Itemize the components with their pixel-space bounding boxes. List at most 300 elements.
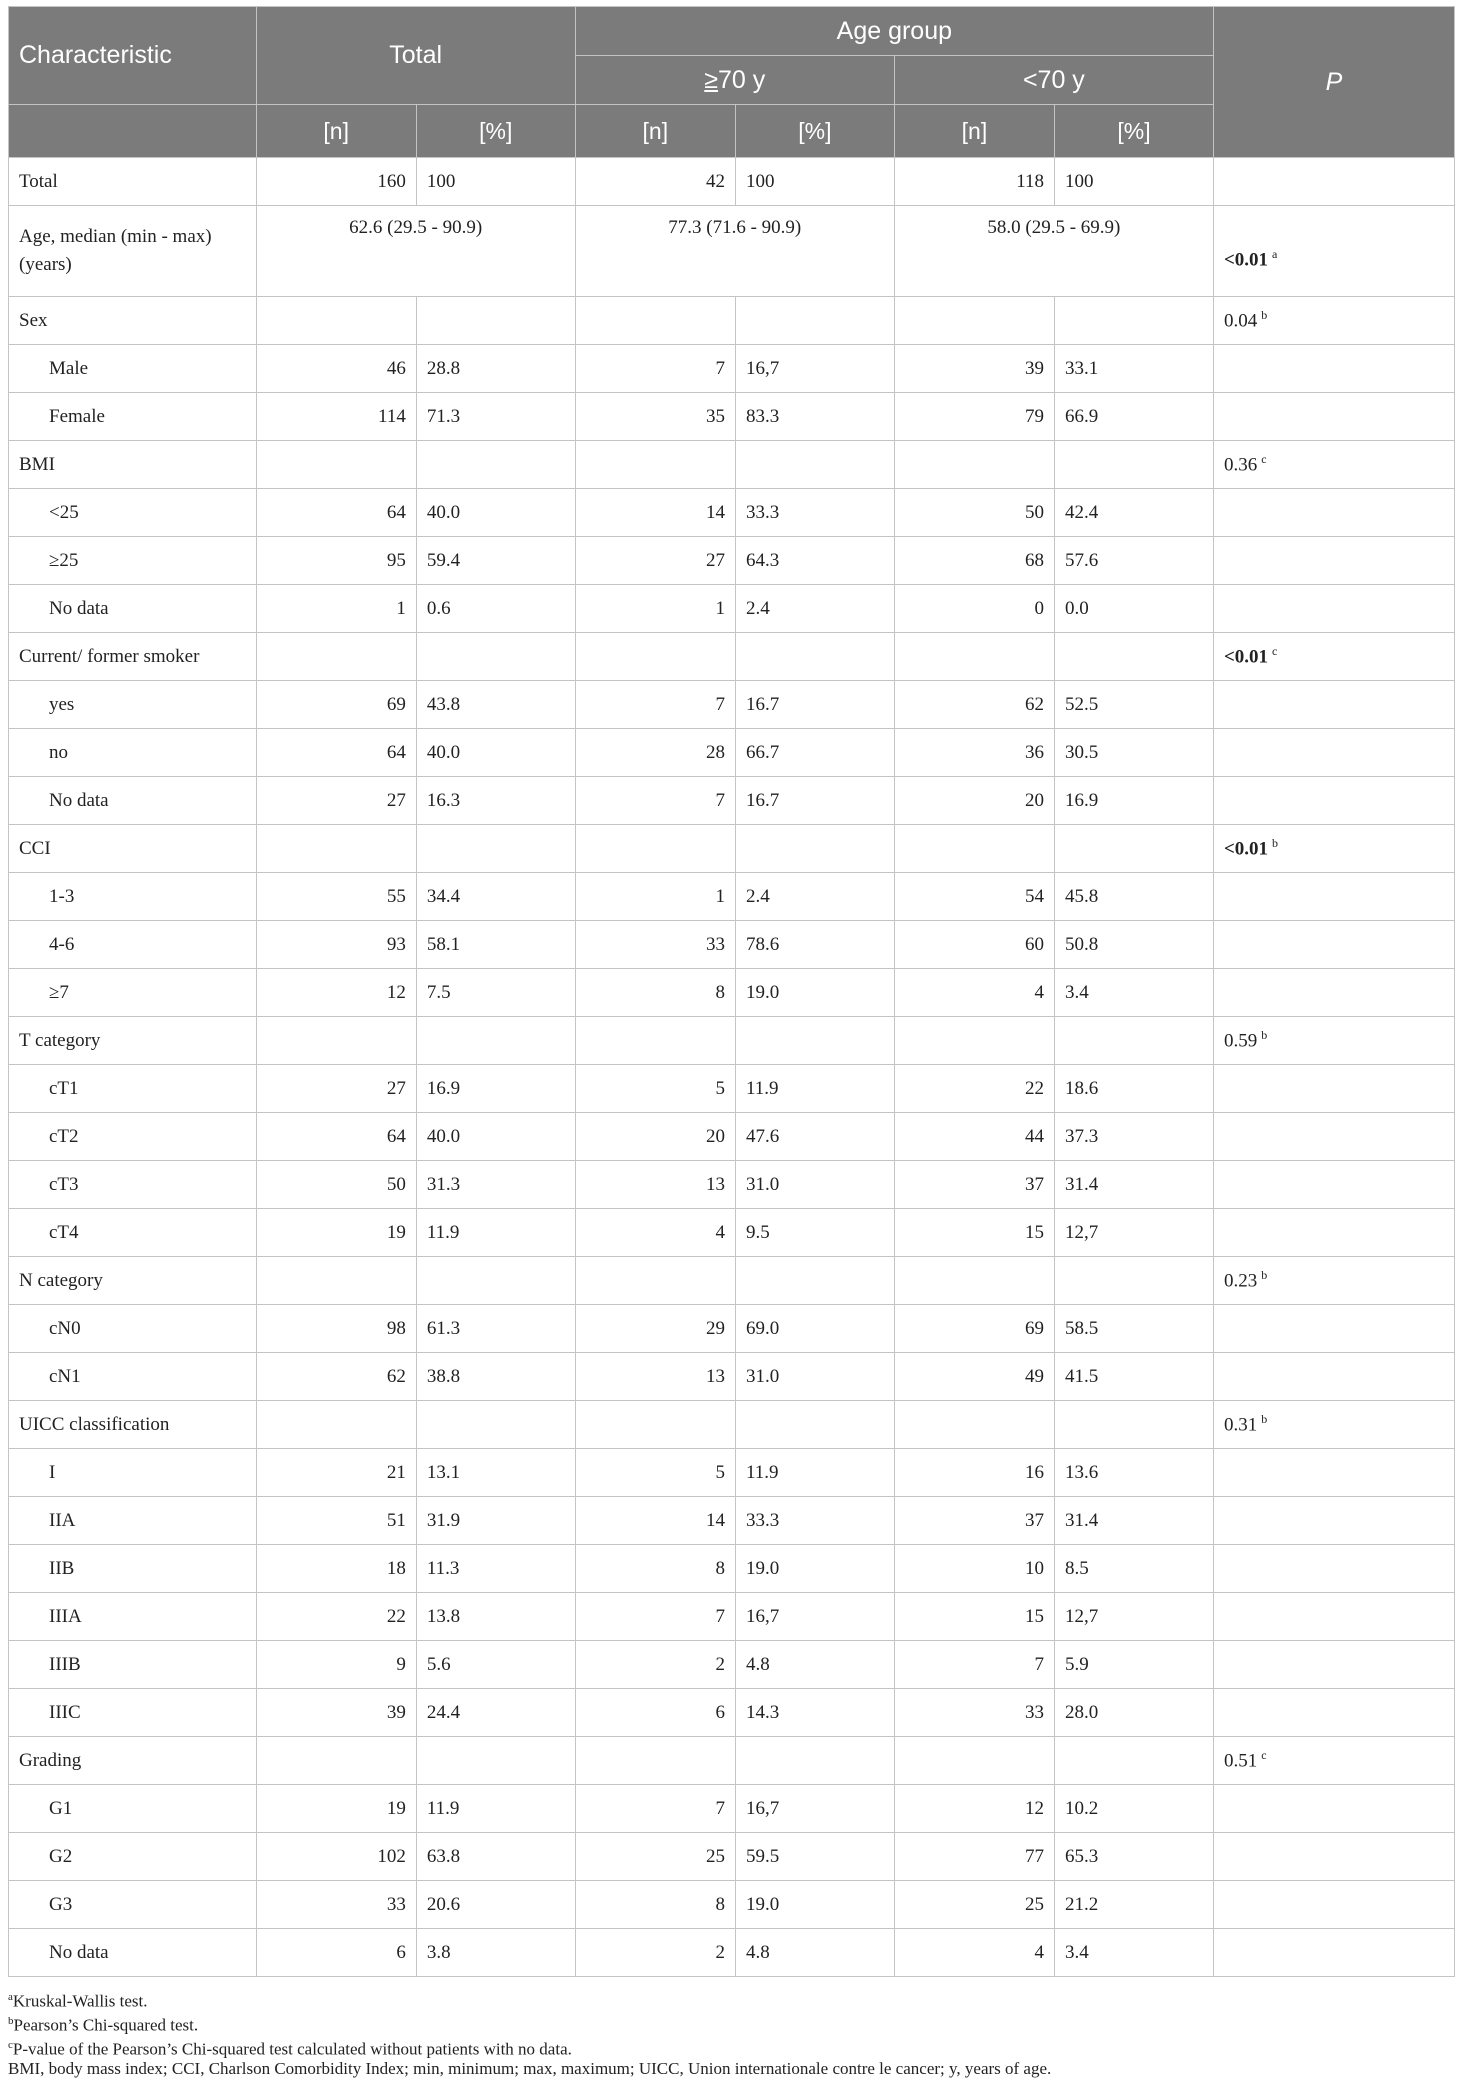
lt70-pct: 50.8	[1055, 921, 1214, 969]
table-row	[9, 1497, 1455, 1545]
total-pct: 0.6	[416, 585, 575, 633]
p-value-cell	[1213, 729, 1454, 777]
total-n	[256, 1401, 416, 1449]
lt70-n	[894, 1257, 1054, 1305]
p-footnote-mark: b	[1261, 1028, 1268, 1043]
total-pct	[416, 441, 575, 489]
lt70-n: 25	[894, 1881, 1054, 1929]
p-value-cell	[1213, 825, 1454, 873]
total-pct: 40.0	[416, 1113, 575, 1161]
table-row	[9, 1881, 1455, 1929]
ge70-n	[575, 1257, 735, 1305]
table-row	[9, 158, 1455, 206]
lt70-pct: 13.6	[1055, 1449, 1214, 1497]
p-value-cell	[1213, 1161, 1454, 1209]
total-pct: 16.9	[416, 1065, 575, 1113]
p-value-cell	[1213, 1353, 1454, 1401]
p-value: <0.01	[1223, 249, 1269, 271]
lt70-n: 44	[894, 1113, 1054, 1161]
p-value-cell	[1213, 969, 1454, 1017]
row-label: yes	[9, 681, 257, 729]
lt70-pct: 28.0	[1055, 1689, 1214, 1737]
lt70-n: 62	[894, 681, 1054, 729]
p-value-cell	[1213, 1113, 1454, 1161]
ge70-pct: 16,7	[735, 1785, 894, 1833]
p-value-cell	[1213, 1689, 1454, 1737]
lt70-pct: 31.4	[1055, 1161, 1214, 1209]
lt70-pct: 42.4	[1055, 489, 1214, 537]
ge70-n: 2	[575, 1641, 735, 1689]
lt70-n: 4	[894, 1929, 1054, 1977]
row-label: Current/ former smoker	[9, 633, 257, 681]
lt70-n: 77	[894, 1833, 1054, 1881]
lt70-n: 4	[894, 969, 1054, 1017]
ge70-n: 8	[575, 1881, 735, 1929]
total-n: 9	[256, 1641, 416, 1689]
ge70-n: 7	[575, 777, 735, 825]
p-value-cell	[1213, 1737, 1454, 1785]
ge70-pct: 100	[735, 158, 894, 206]
lt70-pct: 18.6	[1055, 1065, 1214, 1113]
total-n: 22	[256, 1593, 416, 1641]
p-value-cell	[1213, 1401, 1454, 1449]
ge70-pct	[735, 441, 894, 489]
lt70-n	[894, 441, 1054, 489]
table-row	[9, 1641, 1455, 1689]
lt70-n: 16	[894, 1449, 1054, 1497]
lt70-n: 69	[894, 1305, 1054, 1353]
table-row	[9, 1161, 1455, 1209]
ge70-n: 14	[575, 489, 735, 537]
p-value-cell	[1213, 489, 1454, 537]
footnote-mark: b	[8, 2015, 14, 2027]
lt70-n: 36	[894, 729, 1054, 777]
ge70-n: 8	[575, 1545, 735, 1593]
p-footnote-mark: a	[1272, 246, 1278, 261]
row-label: cT3	[9, 1161, 257, 1209]
p-value-cell	[1213, 297, 1454, 345]
lt70-pct: 41.5	[1055, 1353, 1214, 1401]
total-n: 50	[256, 1161, 416, 1209]
ge70-n: 13	[575, 1161, 735, 1209]
lt70-n: 37	[894, 1161, 1054, 1209]
lt70-pct: 12,7	[1055, 1209, 1214, 1257]
table-row	[9, 633, 1455, 681]
ge70-pct: 33.3	[735, 489, 894, 537]
row-label: cT4	[9, 1209, 257, 1257]
total-n: 27	[256, 777, 416, 825]
ge70-n: 1	[575, 585, 735, 633]
lt70-pct	[1055, 441, 1214, 489]
total-n: 64	[256, 1113, 416, 1161]
total-pct: 71.3	[416, 393, 575, 441]
table-row	[9, 297, 1455, 345]
lt70-n: 0	[894, 585, 1054, 633]
ge70-n	[575, 1737, 735, 1785]
header-age-group: Age group	[575, 7, 1213, 56]
table-container	[8, 6, 1455, 2081]
p-value-cell	[1213, 1209, 1454, 1257]
ge70-n: 42	[575, 158, 735, 206]
lt70-n: 54	[894, 873, 1054, 921]
total-pct: 11.9	[416, 1209, 575, 1257]
p-value-cell	[1213, 1065, 1454, 1113]
table-row	[9, 681, 1455, 729]
lt70-pct: 100	[1055, 158, 1214, 206]
footnote	[8, 2033, 1455, 2057]
ge70-n: 28	[575, 729, 735, 777]
total-pct: 16.3	[416, 777, 575, 825]
table-row	[9, 1593, 1455, 1641]
row-label: cT2	[9, 1113, 257, 1161]
p-footnote-mark: b	[1261, 1412, 1268, 1427]
table-row	[9, 729, 1455, 777]
ge70-pct: 16.7	[735, 777, 894, 825]
table-row	[9, 1209, 1455, 1257]
lt70-n: 49	[894, 1353, 1054, 1401]
ge70-n: 35	[575, 393, 735, 441]
row-label: I	[9, 1449, 257, 1497]
lt70-pct	[1055, 297, 1214, 345]
lt70-n: 15	[894, 1209, 1054, 1257]
ge70-pct	[735, 1017, 894, 1065]
footnote-mark: a	[8, 1991, 13, 2003]
lt70-n: 60	[894, 921, 1054, 969]
ge70-pct: 16.7	[735, 681, 894, 729]
row-label: ≥7	[9, 969, 257, 1017]
total-pct: 11.9	[416, 1785, 575, 1833]
lt70-n: 37	[894, 1497, 1054, 1545]
lt70-pct	[1055, 1257, 1214, 1305]
total-pct: 34.4	[416, 873, 575, 921]
header-lt70-n: [n]	[894, 105, 1054, 158]
p-value-cell	[1213, 1929, 1454, 1977]
table-row	[9, 873, 1455, 921]
ge70-n	[575, 441, 735, 489]
ge70-pct: 47.6	[735, 1113, 894, 1161]
total-pct: 100	[416, 158, 575, 206]
row-label: UICC classification	[9, 1401, 257, 1449]
total-pct: 3.8	[416, 1929, 575, 1977]
footnote	[8, 2009, 1455, 2033]
lt70-pct	[1055, 633, 1214, 681]
footnote-mark: c	[8, 2039, 13, 2051]
lt70-pct: 57.6	[1055, 537, 1214, 585]
total-n: 12	[256, 969, 416, 1017]
total-n: 19	[256, 1785, 416, 1833]
table-row	[9, 489, 1455, 537]
p-value-cell	[1213, 158, 1454, 206]
ge70-pct	[735, 1257, 894, 1305]
row-label: T category	[9, 1017, 257, 1065]
total-n: 21	[256, 1449, 416, 1497]
header-ge70-pct: [%]	[735, 105, 894, 158]
total-n: 64	[256, 489, 416, 537]
p-footnote-mark: c	[1261, 1748, 1267, 1763]
lt70-n: 118	[894, 158, 1054, 206]
ge70-pct	[735, 633, 894, 681]
row-label: Grading	[9, 1737, 257, 1785]
p-value: <0.01	[1223, 646, 1269, 668]
row-label: G1	[9, 1785, 257, 1833]
total-pct: 11.3	[416, 1545, 575, 1593]
ge70-n: 7	[575, 1593, 735, 1641]
p-value-cell	[1213, 1017, 1454, 1065]
lt70-n: 10	[894, 1545, 1054, 1593]
p-footnote-mark: b	[1261, 308, 1268, 323]
total-n: 6	[256, 1929, 416, 1977]
row-label: Sex	[9, 297, 257, 345]
total-pct	[416, 1257, 575, 1305]
header-ge70	[575, 56, 894, 105]
row-label: 4-6	[9, 921, 257, 969]
ge70-pct	[735, 1737, 894, 1785]
lt70-pct: 5.9	[1055, 1641, 1214, 1689]
table-row	[9, 1113, 1455, 1161]
total-pct: 7.5	[416, 969, 575, 1017]
row-label: Total	[9, 158, 257, 206]
total-n	[256, 441, 416, 489]
p-value-cell	[1213, 1785, 1454, 1833]
ge70-pct: 69.0	[735, 1305, 894, 1353]
lt70-n: 50	[894, 489, 1054, 537]
lt70-pct: 30.5	[1055, 729, 1214, 777]
total-n: 69	[256, 681, 416, 729]
row-label: ≥25	[9, 537, 257, 585]
lt70-pct: 31.4	[1055, 1497, 1214, 1545]
p-value: 0.36	[1223, 454, 1258, 476]
p-value-cell	[1213, 393, 1454, 441]
total-pct: 28.8	[416, 345, 575, 393]
header-total-n: [n]	[256, 105, 416, 158]
table-row	[9, 1353, 1455, 1401]
table-row	[9, 921, 1455, 969]
row-label: cN1	[9, 1353, 257, 1401]
table-row	[9, 1689, 1455, 1737]
ge70-n: 33	[575, 921, 735, 969]
table-row	[9, 1785, 1455, 1833]
ge70-pct: 14.3	[735, 1689, 894, 1737]
total-n	[256, 633, 416, 681]
table-row	[9, 1737, 1455, 1785]
lt70-pct: 37.3	[1055, 1113, 1214, 1161]
table-row	[9, 1065, 1455, 1113]
p-value-cell	[1213, 1593, 1454, 1641]
total-n: 18	[256, 1545, 416, 1593]
total-pct	[416, 633, 575, 681]
total-pct: 43.8	[416, 681, 575, 729]
lt70-n: 15	[894, 1593, 1054, 1641]
total-n: 51	[256, 1497, 416, 1545]
total-pct: 31.9	[416, 1497, 575, 1545]
ge70-n	[575, 1017, 735, 1065]
total-n: 102	[256, 1833, 416, 1881]
ge70-pct: 59.5	[735, 1833, 894, 1881]
lt70-n: 12	[894, 1785, 1054, 1833]
ge70-pct: 4.8	[735, 1641, 894, 1689]
ge70-n: 7	[575, 1785, 735, 1833]
lt70-n	[894, 633, 1054, 681]
total-pct: 13.1	[416, 1449, 575, 1497]
row-label: IIIB	[9, 1641, 257, 1689]
ge70-pct: 31.0	[735, 1161, 894, 1209]
total-pct	[416, 1737, 575, 1785]
table-row	[9, 345, 1455, 393]
row-label: Female	[9, 393, 257, 441]
p-value: 0.23	[1223, 1270, 1258, 1292]
ge70-n: 29	[575, 1305, 735, 1353]
lt70-pct: 8.5	[1055, 1545, 1214, 1593]
lt70-pct: 65.3	[1055, 1833, 1214, 1881]
ge70-pct: 2.4	[735, 585, 894, 633]
total-pct	[416, 297, 575, 345]
lt70-n: 33	[894, 1689, 1054, 1737]
p-value-cell	[1213, 633, 1454, 681]
total-pct: 24.4	[416, 1689, 575, 1737]
table-row	[9, 537, 1455, 585]
ge70-n: 14	[575, 1497, 735, 1545]
ge70-n: 13	[575, 1353, 735, 1401]
table-row	[9, 441, 1455, 489]
total-n: 46	[256, 345, 416, 393]
lt70-pct: 66.9	[1055, 393, 1214, 441]
lt70-n	[894, 1017, 1054, 1065]
footnotes	[8, 1985, 1455, 2081]
lt70-n	[894, 1401, 1054, 1449]
total-n: 62	[256, 1353, 416, 1401]
p-value-cell	[1213, 1449, 1454, 1497]
header-lt70-pct: [%]	[1055, 105, 1214, 158]
ge70-n: 5	[575, 1065, 735, 1113]
lt70-n: 79	[894, 393, 1054, 441]
p-value-cell	[1213, 585, 1454, 633]
table-row	[9, 1449, 1455, 1497]
footnote-text: Pearson’s Chi-squared test.	[13, 2015, 199, 2035]
total-value: 62.6 (29.5 - 90.9)	[256, 206, 575, 297]
lt70-n: 22	[894, 1065, 1054, 1113]
lt70-n	[894, 1737, 1054, 1785]
p-value-cell	[1213, 1257, 1454, 1305]
p-value-cell	[1213, 206, 1454, 297]
header-blank	[9, 105, 257, 158]
table-row	[9, 1257, 1455, 1305]
ge70-pct: 19.0	[735, 1881, 894, 1929]
total-n: 98	[256, 1305, 416, 1353]
ge70-n: 1	[575, 873, 735, 921]
total-pct: 38.8	[416, 1353, 575, 1401]
row-label: N category	[9, 1257, 257, 1305]
ge70-n: 2	[575, 1929, 735, 1977]
total-n: 93	[256, 921, 416, 969]
table-row	[9, 1017, 1455, 1065]
lt70-n: 39	[894, 345, 1054, 393]
total-pct	[416, 1401, 575, 1449]
total-n: 1	[256, 585, 416, 633]
row-label: cN0	[9, 1305, 257, 1353]
p-value-cell	[1213, 1833, 1454, 1881]
lt70-pct	[1055, 1737, 1214, 1785]
header-p: P	[1213, 7, 1454, 158]
ge70-pct: 4.8	[735, 1929, 894, 1977]
row-label: No data	[9, 1929, 257, 1977]
ge70-n: 27	[575, 537, 735, 585]
total-n: 95	[256, 537, 416, 585]
row-label: No data	[9, 777, 257, 825]
row-label: G2	[9, 1833, 257, 1881]
ge70-pct: 2.4	[735, 873, 894, 921]
ge70-n: 7	[575, 345, 735, 393]
p-value: 0.59	[1223, 1030, 1258, 1052]
lt70-pct: 21.2	[1055, 1881, 1214, 1929]
p-value: 0.51	[1223, 1750, 1258, 1772]
table-row	[9, 825, 1455, 873]
ge70-n: 7	[575, 681, 735, 729]
ge70-n: 4	[575, 1209, 735, 1257]
ge70-pct: 83.3	[735, 393, 894, 441]
p-value-cell	[1213, 1305, 1454, 1353]
lt70-pct: 52.5	[1055, 681, 1214, 729]
p-footnote-mark: c	[1272, 644, 1278, 659]
row-label: BMI	[9, 441, 257, 489]
total-pct: 61.3	[416, 1305, 575, 1353]
header-total-pct: [%]	[416, 105, 575, 158]
ge70-pct: 66.7	[735, 729, 894, 777]
lt70-value: 58.0 (29.5 - 69.9)	[894, 206, 1213, 297]
table-row	[9, 1833, 1455, 1881]
total-pct: 20.6	[416, 1881, 575, 1929]
ge70-pct	[735, 297, 894, 345]
total-n: 27	[256, 1065, 416, 1113]
p-value: <0.01	[1223, 838, 1269, 860]
lt70-n: 68	[894, 537, 1054, 585]
row-label: Age, median (min - max) (years)	[9, 206, 257, 297]
total-pct: 40.0	[416, 489, 575, 537]
ge70-n: 6	[575, 1689, 735, 1737]
lt70-n	[894, 297, 1054, 345]
p-value-cell	[1213, 777, 1454, 825]
lt70-pct: 10.2	[1055, 1785, 1214, 1833]
p-value-cell	[1213, 1497, 1454, 1545]
p-value-cell	[1213, 1641, 1454, 1689]
total-pct: 13.8	[416, 1593, 575, 1641]
p-footnote-mark: c	[1261, 452, 1267, 467]
total-n: 19	[256, 1209, 416, 1257]
ge70-pct: 78.6	[735, 921, 894, 969]
ge70-pct	[735, 1401, 894, 1449]
footnote-text: Kruskal-Wallis test.	[12, 1991, 148, 2011]
lt70-pct: 12,7	[1055, 1593, 1214, 1641]
table-row	[9, 206, 1455, 297]
total-n	[256, 1257, 416, 1305]
lt70-pct: 33.1	[1055, 345, 1214, 393]
characteristics-table	[8, 6, 1455, 1977]
ge70-pct: 9.5	[735, 1209, 894, 1257]
row-label: IIA	[9, 1497, 257, 1545]
row-label: G3	[9, 1881, 257, 1929]
lt70-pct	[1055, 825, 1214, 873]
table-row	[9, 1545, 1455, 1593]
table-row	[9, 1305, 1455, 1353]
footnote	[8, 2057, 1455, 2081]
p-footnote-mark: b	[1261, 1268, 1268, 1283]
total-pct: 59.4	[416, 537, 575, 585]
ge70-pct: 11.9	[735, 1065, 894, 1113]
lt70-pct: 3.4	[1055, 1929, 1214, 1977]
header-ge70-label: 70 y	[718, 65, 766, 94]
total-n	[256, 297, 416, 345]
ge70-n	[575, 297, 735, 345]
p-value-cell	[1213, 1545, 1454, 1593]
